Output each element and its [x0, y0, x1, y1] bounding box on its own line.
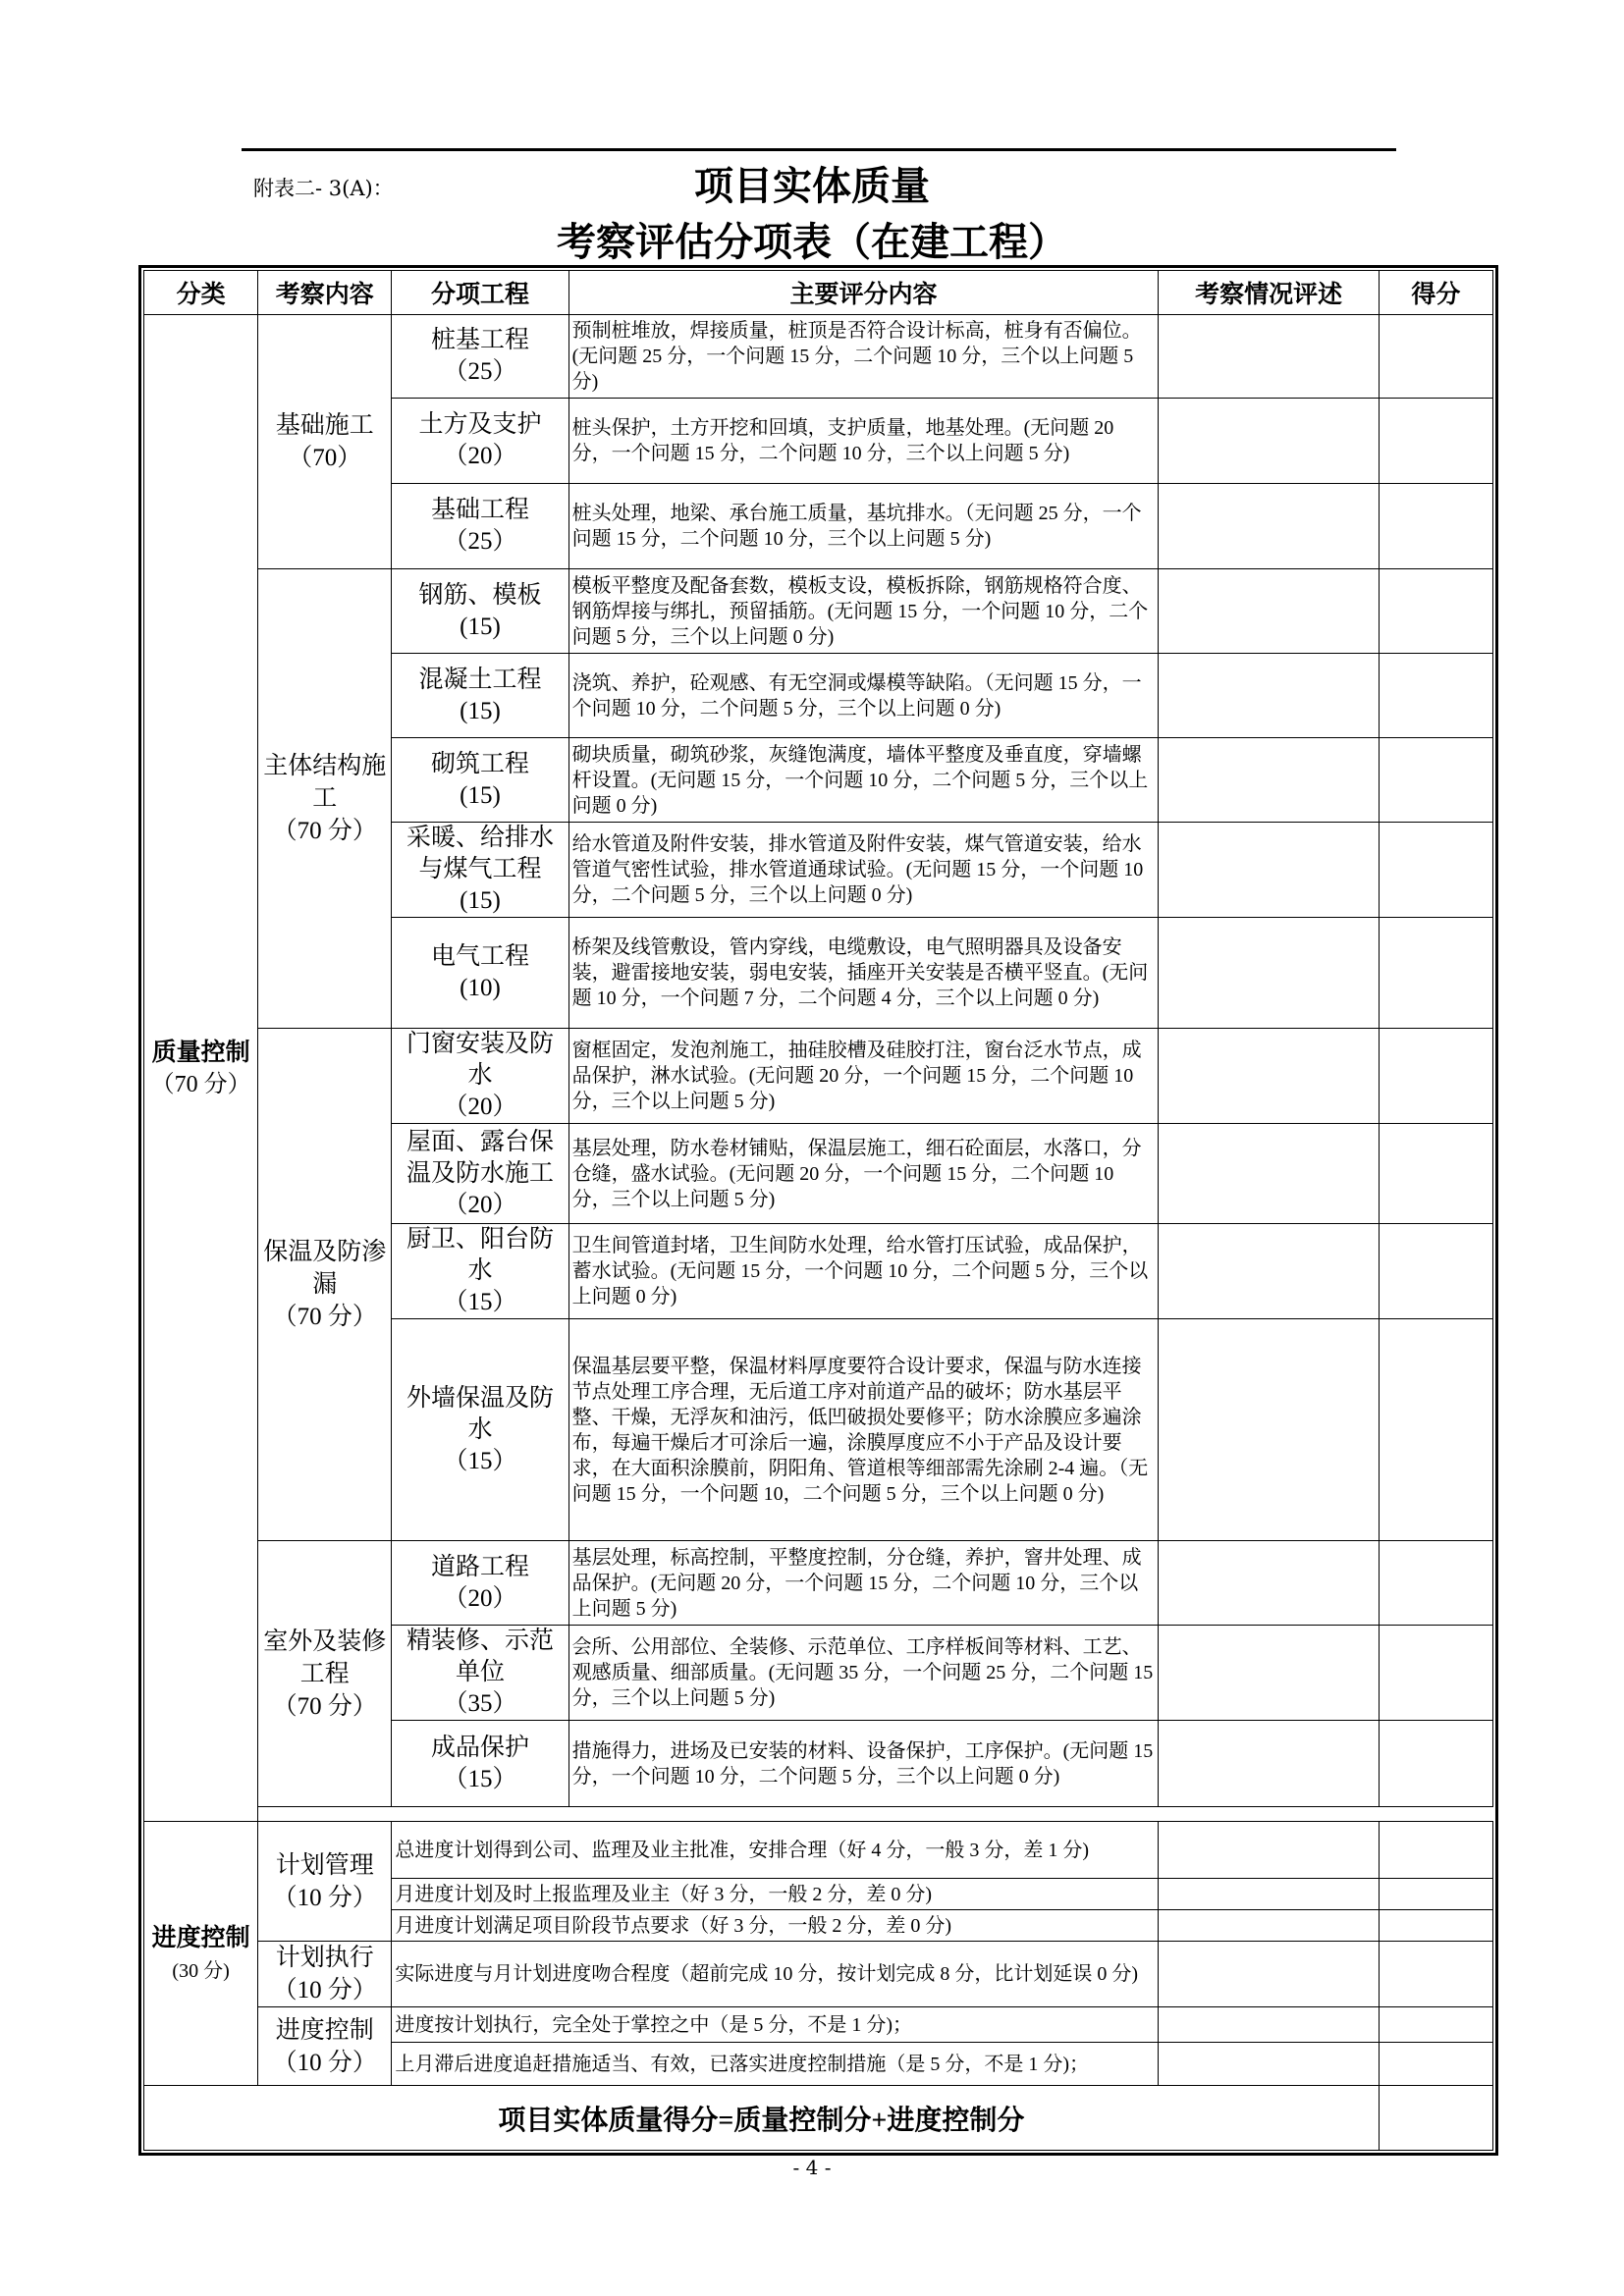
header-rule	[242, 148, 1396, 151]
review-cell[interactable]	[1159, 823, 1379, 918]
group-insulation: 保温及防渗漏 （70 分）	[258, 1029, 392, 1541]
item-name: 基础工程 （25）	[392, 484, 568, 569]
item-criteria: 窗框固定，发泡剂施工，抽硅胶槽及硅胶打注，窗台泛水节点，成品保护，淋水试验。(无问题 20 分，一个问题 15 分，二个问题 10 分，三个以上问题 5 分)	[568, 1029, 1159, 1124]
progress-criteria: 月进度计划及时上报监理及业主（好 3 分，一般 2 分，差 0 分)	[392, 1879, 1159, 1910]
item-criteria: 浇筑、养护，砼观感、有无空洞或爆模等缺陷。（无问题 15 分，一个问题 10 分，二个问题 5 分，三个以上问题 0 分)	[568, 654, 1159, 738]
review-cell[interactable]	[1159, 1879, 1379, 1910]
score-cell[interactable]	[1379, 1124, 1492, 1224]
item-criteria: 桥架及线管敷设，管内穿线，电缆敷设，电气照明器具及设备安装，避雷接地安装，弱电安装，插座开关安装是否横平竖直。(无问题 10 分，一个问题 7 分，二个问题 4 分，三个以上问题 0 分)	[568, 918, 1159, 1029]
table-row	[144, 1822, 1493, 1879]
review-cell[interactable]	[1159, 1124, 1379, 1224]
evaluation-table-frame	[138, 265, 1498, 2156]
review-cell[interactable]	[1159, 1029, 1379, 1124]
table-row	[144, 315, 1493, 399]
group-foundation: 基础施工 （70）	[258, 315, 392, 569]
item-criteria: 桩头处理，地梁、承台施工质量，基坑排水。（无问题 25 分，一个问题 15 分，二个问题 10 分，三个以上问题 5 分)	[568, 484, 1159, 569]
item-name: 屋面、露台保温及防水施工 （20）	[392, 1124, 568, 1224]
progress-criteria: 月进度计划满足项目阶段节点要求（好 3 分，一般 2 分，差 0 分)	[392, 1910, 1159, 1942]
item-criteria: 卫生间管道封堵，卫生间防水处理，给水管打压试验，成品保护，蓄水试验。(无问题 15 分，一个问题 10 分，二个问题 5 分，三个以上问题 0 分)	[568, 1224, 1159, 1319]
table-header-row	[144, 271, 1493, 315]
item-criteria: 模板平整度及配备套数，模板支设，模板拆除，钢筋规格符合度、钢筋焊接与绑扎，预留插筋。(无问题 15 分，一个问题 10 分，二个问题 5 分，三个以上问题 0 分)	[568, 569, 1159, 654]
score-cell[interactable]	[1379, 1942, 1492, 2007]
score-cell[interactable]	[1379, 1822, 1492, 1879]
category-progress: 进度控制 (30 分)	[144, 1822, 258, 2086]
progress-criteria: 实际进度与月计划进度吻合程度（超前完成 10 分，按计划完成 8 分，比计划延误 0 分)	[392, 1942, 1159, 2007]
score-cell[interactable]	[1379, 1541, 1492, 1626]
item-name: 砌筑工程 (15)	[392, 738, 568, 823]
item-name: 成品保护 （15）	[392, 1721, 568, 1807]
score-cell[interactable]	[1379, 1721, 1492, 1807]
review-cell[interactable]	[1159, 2043, 1379, 2086]
review-cell[interactable]	[1159, 1541, 1379, 1626]
item-name: 混凝土工程 (15)	[392, 654, 568, 738]
group-plan-management: 计划管理 （10 分）	[258, 1822, 392, 1942]
item-name: 钢筋、模板 (15)	[392, 569, 568, 654]
score-cell[interactable]	[1379, 2007, 1492, 2043]
score-cell[interactable]	[1379, 1626, 1492, 1721]
category-quality: 质量控制 （70 分）	[144, 315, 258, 1822]
item-name: 道路工程 （20）	[392, 1541, 568, 1626]
progress-criteria: 上月滞后进度追赶措施适当、有效，已落实进度控制措施（是 5 分，不是 1 分)；	[392, 2043, 1159, 2086]
score-cell[interactable]	[1379, 399, 1492, 484]
item-criteria: 桩头保护，土方开挖和回填，支护质量，地基处理。(无问题 20 分，一个问题 15 分，二个问题 10 分，三个以上问题 5 分)	[568, 399, 1159, 484]
item-name: 外墙保温及防水 （15）	[392, 1319, 568, 1541]
header-content: 考察内容	[258, 271, 392, 315]
score-cell[interactable]	[1379, 484, 1492, 569]
review-cell[interactable]	[1159, 1224, 1379, 1319]
total-score-cell[interactable]	[1379, 2086, 1492, 2151]
table-row	[144, 1541, 1493, 1626]
item-name: 电气工程 (10)	[392, 918, 568, 1029]
score-cell[interactable]	[1379, 738, 1492, 823]
progress-criteria: 总进度计划得到公司、监理及业主批准，安排合理（好 4 分，一般 3 分，差 1 分)	[392, 1822, 1159, 1879]
review-cell[interactable]	[1159, 1910, 1379, 1942]
score-cell[interactable]	[1379, 1910, 1492, 1942]
header-item: 分项工程	[392, 271, 568, 315]
review-cell[interactable]	[1159, 1626, 1379, 1721]
review-cell[interactable]	[1159, 738, 1379, 823]
review-cell[interactable]	[1159, 654, 1379, 738]
group-plan-execution: 计划执行 （10 分）	[258, 1942, 392, 2007]
page-number: - 4 -	[792, 2156, 832, 2179]
total-formula: 项目实体质量得分=质量控制分+进度控制分	[144, 2086, 1380, 2151]
appendix-label: 附表二- 3(A)：	[253, 177, 394, 200]
review-cell[interactable]	[1159, 2007, 1379, 2043]
document-subtitle: 考察评估分项表（在建工程）	[557, 220, 1067, 265]
score-cell[interactable]	[1379, 1879, 1492, 1910]
review-cell[interactable]	[1159, 569, 1379, 654]
group-progress-control: 进度控制 （10 分）	[258, 2007, 392, 2086]
document-title: 项目实体质量	[694, 164, 930, 209]
group-main-structure: 主体结构施工 （70 分）	[258, 569, 392, 1029]
item-name: 门窗安装及防水 （20）	[392, 1029, 568, 1124]
header-criteria: 主要评分内容	[568, 271, 1159, 315]
score-cell[interactable]	[1379, 654, 1492, 738]
table-row	[144, 1029, 1493, 1124]
review-cell[interactable]	[1159, 315, 1379, 399]
review-cell[interactable]	[1159, 1721, 1379, 1807]
total-row	[144, 2086, 1493, 2151]
score-cell[interactable]	[1379, 1029, 1492, 1124]
score-cell[interactable]	[1379, 918, 1492, 1029]
item-name: 厨卫、阳台防水 （15）	[392, 1224, 568, 1319]
item-criteria: 预制桩堆放，焊接质量，桩顶是否符合设计标高，桩身有否偏位。(无问题 25 分，一个问题 15 分，二个问题 10 分，三个以上问题 5 分)	[568, 315, 1159, 399]
item-criteria: 砌块质量，砌筑砂浆，灰缝饱满度，墙体平整度及垂直度，穿墙螺杆设置。(无问题 15 分，一个问题 10 分，二个问题 5 分，三个以上问题 0 分)	[568, 738, 1159, 823]
item-name: 采暖、给排水与煤气工程 (15)	[392, 823, 568, 918]
group-exterior-decoration: 室外及装修工程 （70 分）	[258, 1541, 392, 1807]
item-name: 土方及支护 （20）	[392, 399, 568, 484]
header-score: 得分	[1379, 271, 1492, 315]
review-cell[interactable]	[1159, 918, 1379, 1029]
review-cell[interactable]	[1159, 484, 1379, 569]
review-cell[interactable]	[1159, 399, 1379, 484]
score-cell[interactable]	[1379, 569, 1492, 654]
review-cell[interactable]	[1159, 1319, 1379, 1541]
item-name: 桩基工程 （25）	[392, 315, 568, 399]
review-cell[interactable]	[1159, 1822, 1379, 1879]
table-row	[144, 1942, 1493, 2007]
item-criteria: 会所、公用部位、全装修、示范单位、工序样板间等材料、工艺、观感质量、细部质量。(无问题 35 分，一个问题 25 分，二个问题 15 分，三个以上问题 5 分)	[568, 1626, 1159, 1721]
header-review: 考察情况评述	[1159, 271, 1379, 315]
item-criteria: 给水管道及附件安装，排水管道及附件安装，煤气管道安装，给水管道气密性试验，排水管道通球试验。(无问题 15 分，一个问题 10 分，二个问题 5 分，三个以上问题 0 分)	[568, 823, 1159, 918]
item-criteria: 保温基层要平整，保温材料厚度要符合设计要求，保温与防水连接节点处理工序合理，无后道工序对前道产品的破坏；防水基层平整、干燥，无浮灰和油污，低凹破损处要修平；防水涂膜应多遍涂布，每遍干燥后才可涂后一遍，涂膜厚度应不小于产品及设计要求，在大面积涂膜前，阴阳角、管道根等细部需先涂刷 2-4 遍。（无问题 15 分，一个问题 10，二个问题 5 分，三个以上问题 0 分)	[568, 1319, 1159, 1541]
item-criteria: 措施得力，进场及已安装的材料、设备保护，工序保护。(无问题 15 分，一个问题 10 分，二个问题 5 分，三个以上问题 0 分)	[568, 1721, 1159, 1807]
score-cell[interactable]	[1379, 2043, 1492, 2086]
table-row	[144, 569, 1493, 654]
item-name: 精装修、示范单位 （35）	[392, 1626, 568, 1721]
review-cell[interactable]	[1159, 1942, 1379, 2007]
score-cell[interactable]	[1379, 1224, 1492, 1319]
progress-criteria: 进度按计划执行，完全处于掌控之中（是 5 分，不是 1 分)；	[392, 2007, 1159, 2043]
item-criteria: 基层处理，防水卷材铺贴，保温层施工，细石砼面层，水落口，分仓缝，盛水试验。(无问题 20 分，一个问题 15 分，二个问题 10 分，三个以上问题 5 分)	[568, 1124, 1159, 1224]
evaluation-table	[143, 270, 1493, 2151]
score-cell[interactable]	[1379, 1319, 1492, 1541]
score-cell[interactable]	[1379, 315, 1492, 399]
header-category: 分类	[144, 271, 258, 315]
item-criteria: 基层处理，标高控制，平整度控制，分仓缝，养护，窨井处理、成品保护。(无问题 20 分，一个问题 15 分，二个问题 10 分，三个以上问题 5 分)	[568, 1541, 1159, 1626]
table-row	[144, 2007, 1493, 2043]
score-cell[interactable]	[1379, 823, 1492, 918]
spacer-row	[144, 1807, 1493, 1821]
